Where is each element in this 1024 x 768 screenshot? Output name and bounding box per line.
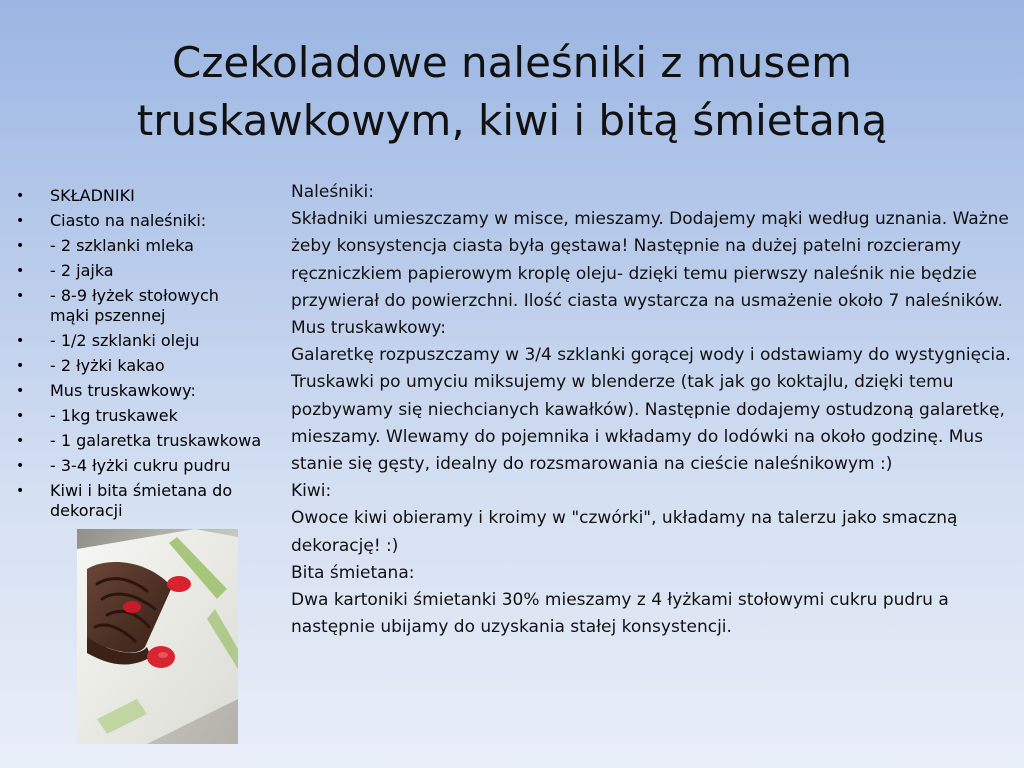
bullet-icon: • <box>16 213 25 229</box>
ingredient-text: Mus truskawkowy: <box>50 381 196 400</box>
bullet-icon: • <box>16 288 25 304</box>
paragraph-bita-smietana: Dwa kartoniki śmietanki 30% mieszamy z 4 łyżkami stołowymi cukru pudru a następnie ubijamy do uzyskania stałej konsystencji. <box>291 590 949 638</box>
bullet-icon: • <box>16 333 25 349</box>
bullet-icon: • <box>16 188 25 204</box>
list-item <box>14 456 286 476</box>
ingredient-text: - 2 szklanki mleka <box>50 236 194 255</box>
bullet-icon: • <box>16 408 25 424</box>
ingredient-text: - 3-4 łyżki cukru pudru <box>50 456 231 475</box>
paragraph-kiwi: Owoce kiwi obieramy i kroimy w "czwórki", układamy na talerzu jako smaczną dekorację! :) <box>291 508 958 556</box>
bullet-icon: • <box>16 358 25 374</box>
crepe-photo <box>77 529 238 744</box>
list-item <box>14 381 286 401</box>
bullet-icon: • <box>16 483 25 499</box>
heading-kiwi: Kiwi: <box>291 481 332 502</box>
paragraph-mus: Galaretkę rozpuszczamy w 3/4 szklanki gorącej wody i odstawiamy do wystygnięcia. Truskawki po umyciu miksujemy w blenderze (tak jak go koktajlu, dzięki temu pozbywamy się niechcianych kawałków). Następnie dodajemy ostudzoną galaretkę, mieszamy. Wlewamy do pojemnika i wkładamy do lodówki na około godzinę. Mus stanie się gęsty, idealny do rozsmarowania na cieście naleśnikowym :) <box>291 345 1011 475</box>
list-item <box>14 356 286 376</box>
title-line-1: Czekoladowe naleśniki z musem <box>172 38 852 87</box>
bullet-icon: • <box>16 433 25 449</box>
list-item <box>14 236 286 256</box>
list-item <box>14 431 286 451</box>
list-item <box>14 186 286 206</box>
heading-nalesniki: Naleśniki: <box>291 182 374 202</box>
ingredient-text: Kiwi i bita śmietana do dekoracji <box>50 481 233 520</box>
title-line-2: truskawkowym, kiwi i bitą śmietaną <box>136 96 888 145</box>
heading-bita-smietana: Bita śmietana: <box>291 562 415 583</box>
list-item <box>14 211 286 231</box>
bullet-icon: • <box>16 238 25 254</box>
list-item <box>14 331 286 351</box>
bullet-icon: • <box>16 383 25 399</box>
ingredient-text: - 2 łyżki kakao <box>50 356 165 375</box>
ingredient-text: - 1kg truskawek <box>50 406 178 425</box>
bullet-icon: • <box>16 263 25 279</box>
crepe-photo-image <box>77 529 238 744</box>
ingredients-list <box>14 186 286 526</box>
slide-title <box>40 34 984 150</box>
paragraph-nalesniki: Składniki umieszczamy w misce, mieszamy. Dodajemy mąki według uznania. Ważne żeby konsystencja ciasta była gęstawa! Następnie na dużej patelni rozcieramy ręczniczkiem papierowym kroplę oleju- dzięki temu pierwszy naleśnik nie będzie przywierał do powierzchni. Ilość ciasta wystarcza na usmażenie około 7 naleśników. <box>291 209 1009 311</box>
ingredient-text: - 1 galaretka truskawkowa <box>50 431 262 450</box>
list-item <box>14 286 286 326</box>
instructions <box>291 179 1017 641</box>
list-item <box>14 406 286 426</box>
ingredient-text: - 8-9 łyżek stołowych mąki pszennej <box>50 286 219 325</box>
bullet-icon: • <box>16 458 25 474</box>
ingredient-text: - 2 jajka <box>50 261 114 280</box>
ingredient-text: - 1/2 szklanki oleju <box>50 331 200 350</box>
ingredient-text: Ciasto na naleśniki: <box>50 211 207 230</box>
ingredient-text: SKŁADNIKI <box>50 186 135 205</box>
list-item <box>14 261 286 281</box>
list-item <box>14 481 286 521</box>
heading-mus: Mus truskawkowy: <box>291 318 446 339</box>
